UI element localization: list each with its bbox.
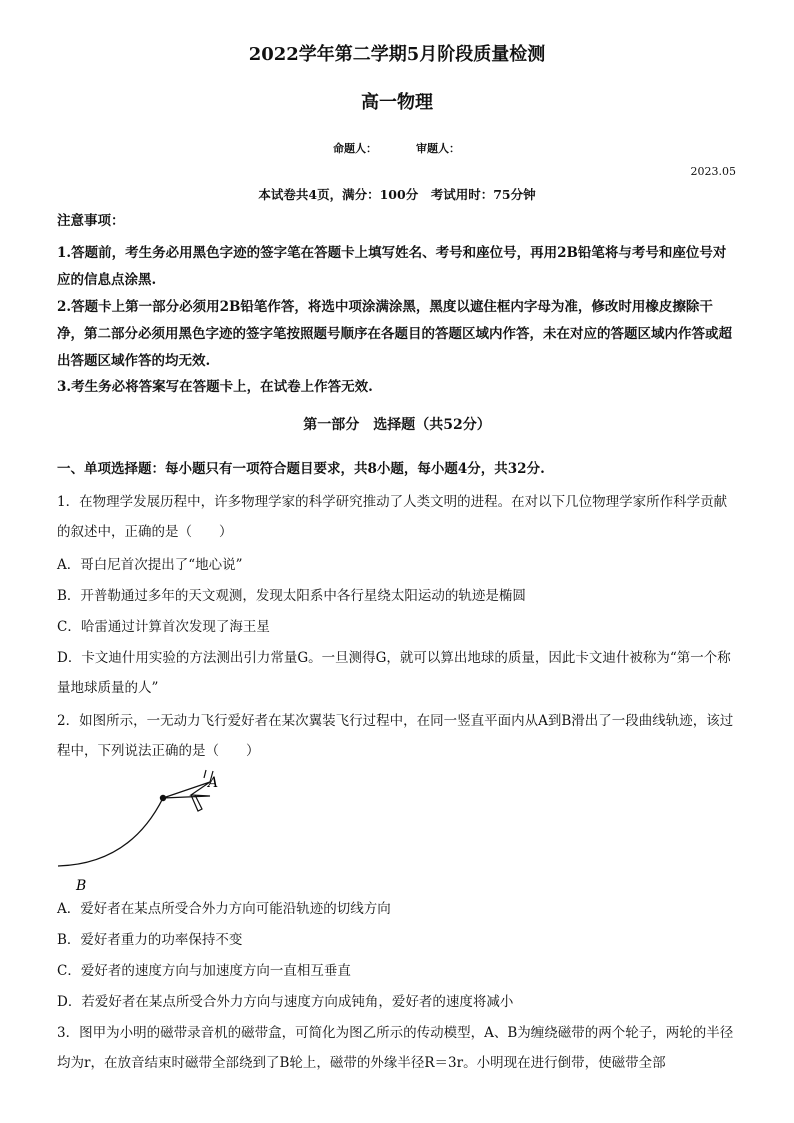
- exam-title: 2022学年第二学期5月阶段质量检测: [248, 44, 546, 65]
- question-2-option-c: C．爱好者的速度方向与加速度方向一直相互垂直: [57, 963, 351, 979]
- question-1-option-c: C．哈雷通过计算首次发现了海王星: [57, 619, 270, 635]
- exam-subject: 高一物理: [361, 92, 433, 113]
- note-item-2: 2.答题卡上第一部分必须用2B铅笔作答，将选中项涂满涂黑，黑度以遮住框内字母为准，修改时用橡皮擦除干净，第二部分必须用黑色字迹的签字笔按照题号顺序在各题目的答题区域内作答，未在对应的答题区域内作答或超出答题区域作答的均无效.: [57, 299, 732, 369]
- reviewer-label: 审题人：: [416, 142, 460, 155]
- author-label: 命题人：: [333, 142, 377, 155]
- note-item-1: 1.答题前，考生务必用黑色字迹的签字笔在答题卡上填写姓名、考号和座位号，再用2B铅笔将与考号和座位号对应的信息点涂黑.: [57, 245, 727, 288]
- question-2-option-b: B．爱好者重力的功率保持不变: [57, 932, 243, 948]
- label-b: B: [76, 878, 87, 894]
- note-item-3: 3.考生务必将答案写在答题卡上，在试卷上作答无效.: [57, 379, 373, 395]
- exam-info: 本试卷共4页，满分：100分 考试用时：75分钟: [258, 187, 536, 202]
- question-2-figure: [50, 768, 240, 898]
- section-instruction: 一、单项选择题：每小题只有一项符合题目要求，共8小题，每小题4分，共32分.: [57, 461, 545, 477]
- section-title: 第一部分 选择题（共52分）: [303, 417, 491, 433]
- notes-heading: 注意事项：: [57, 213, 125, 229]
- question-2-option-d: D．若爱好者在某点所受合外力方向与速度方向成钝角，爱好者的速度将减小: [57, 994, 514, 1010]
- exam-date: 2023.05: [690, 165, 736, 178]
- wingsuit-flyer-icon: [163, 770, 213, 811]
- question-2-stem: 2．如图所示，一无动力飞行爱好者在某次翼装飞行过程中，在同一竖直平面内从A到B滑出了一段曲线轨迹，该过程中，下列说法正确的是（ ）: [57, 713, 734, 759]
- question-1-option-a: A．哥白尼首次提出了“地心说”: [57, 557, 243, 573]
- question-2-option-a: A．爱好者在某点所受合外力方向可能沿轨迹的切线方向: [57, 901, 391, 917]
- question-3-stem: 3．图甲为小明的磁带录音机的磁带盒，可简化为图乙所示的传动模型，A、B为缠绕磁带的两个轮子，两轮的半径均为r，在放音结束时磁带全部绕到了B轮上，磁带的外缘半径R＝3r。小明现在进行倒带，使磁带全部: [57, 1025, 734, 1071]
- label-a: A: [208, 775, 219, 791]
- question-1-option-d: D．卡文迪什用实验的方法测出引力常量G。一旦测得G，就可以算出地球的质量，因此卡文迪什被称为“第一个称量地球质量的人”: [57, 650, 731, 696]
- question-1-stem: 1．在物理学发展历程中，许多物理学家的科学研究推动了人类文明的进程。在对以下几位物理学家所作科学贡献的叙述中，正确的是（ ）: [57, 494, 728, 540]
- question-1-option-b: B．开普勒通过多年的天文观测，发现太阳系中各行星绕太阳运动的轨迹是椭圆: [57, 588, 526, 604]
- trajectory-curve: [58, 798, 163, 866]
